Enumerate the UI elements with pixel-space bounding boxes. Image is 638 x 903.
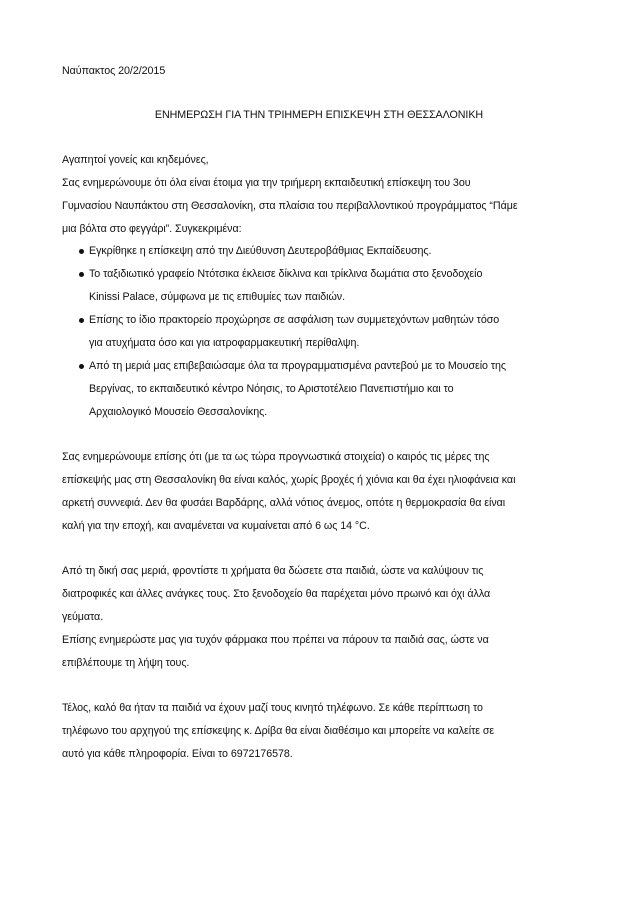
money-line: Από τη δική σας μεριά, φροντίστε τι χρήματα θα δώσετε στα παιδιά, ώστε να καλύψουν τις xyxy=(62,565,484,577)
bullet-line: Kinissi Palace, σύμφωνα με τις επιθυμίες των παιδιών. xyxy=(89,291,345,303)
greeting: Αγαπητοί γονείς και κηδεμόνες, xyxy=(62,154,209,166)
document-date: Ναύπακτος 20/2/2015 xyxy=(62,65,166,77)
bullet-line: Αρχαιολογικό Μουσείο Θεσσαλονίκης. xyxy=(89,406,268,418)
weather-line: καλή για την εποχή, και αναμένεται να κυμαίνεται από 6 ως 14 °C. xyxy=(62,520,370,532)
bullet-line: Εγκρίθηκε η επίσκεψη από την Διεύθυνση Δευτεροβάθμιας Εκπαίδευσης. xyxy=(89,245,432,257)
closing-line: Τέλος, καλό θα ήταν τα παιδιά να έχουν μαζί τους κινητό τηλέφωνο. Σε κάθε περίπτωση το xyxy=(62,702,483,714)
weather-line: αρκετή συννεφιά. Δεν θα φυσάει Βαρδάρης, αλλά νότιος άνεμος, οπότε η θερμοκρασία θα είναι xyxy=(62,497,506,509)
bullet-icon xyxy=(79,318,84,323)
bullet-line: Βεργίνας, το εκπαιδευτικό κέντρο Νόησις, το Αριστοτέλειο Πανεπιστήμιο και το xyxy=(89,383,454,395)
weather-line: επίσκεψής μας στη Θεσσαλονίκη θα είναι καλός, χωρίς βροχές ή χιόνια και θα έχει ηλιοφάνεια και xyxy=(62,474,516,486)
document-title: ΕΝΗΜΕΡΩΣΗ ΓΙΑ ΤΗΝ ΤΡΙΗΜΕΡΗ ΕΠΙΣΚΕΨΗ ΣΤΗ ΘΕΣΣΑΛΟΝΙΚΗ xyxy=(154,109,484,121)
bullet-line: Επίσης το ίδιο πρακτορείο προχώρησε σε ασφάλιση των συμμετεχόντων μαθητών τόσο xyxy=(89,314,500,326)
bullet-icon xyxy=(79,272,84,277)
bullet-line: για ατυχήματα όσο και για ιατροφαρμακευτική περίθαλψη. xyxy=(89,337,360,349)
closing-line: τηλέφωνο του αρχηγού της επίσκεψης κ. Δρίβα θα είναι διαθέσιμο και μπορείτε να καλείτε σε xyxy=(62,725,495,737)
closing-line: αυτό για κάθε πληροφορία. Είναι το 6972176578. xyxy=(62,748,293,760)
intro-line: Γυμνασίου Ναυπάκτου στη Θεσσαλονίκη, στα πλαίσια του περιβαλλοντικού προγράμματος “Πάμε xyxy=(62,200,518,212)
intro-line: Σας ενημερώνουμε ότι όλα είναι έτοιμα για την τριήμερη εκπαιδευτική επίσκεψη του 3ου xyxy=(62,177,471,189)
medicine-line: επιβλέπουμε τη λήψη τους. xyxy=(62,657,190,669)
bullet-icon xyxy=(79,364,84,369)
weather-line: Σας ενημερώνουμε επίσης ότι (με τα ως τώρα προγνωστικά στοιχεία) ο καιρός τις μέρες της xyxy=(62,451,490,463)
bullet-icon xyxy=(79,249,84,254)
bullet-line: Από τη μεριά μας επιβεβαιώσαμε όλα τα προγραμματισμένα ραντεβού με το Μουσείο της xyxy=(89,360,507,372)
medicine-line: Επίσης ενημερώστε μας για τυχόν φάρμακα που πρέπει να πάρουν τα παιδιά σας, ώστε να xyxy=(62,634,489,646)
money-line: γεύματα. xyxy=(62,611,104,623)
money-line: διατροφικές και άλλες ανάγκες τους. Στο ξενοδοχείο θα παρέχεται μόνο πρωινό και όχι άλλα xyxy=(62,588,491,600)
intro-line: μια βόλτα στο φεγγάρι”. Συγκεκριμένα: xyxy=(62,223,242,235)
bullet-line: Το ταξιδιωτικό γραφείο Ντότσικα έκλεισε δίκλινα και τρίκλινα δωμάτια στο ξενοδοχείο xyxy=(89,268,483,280)
